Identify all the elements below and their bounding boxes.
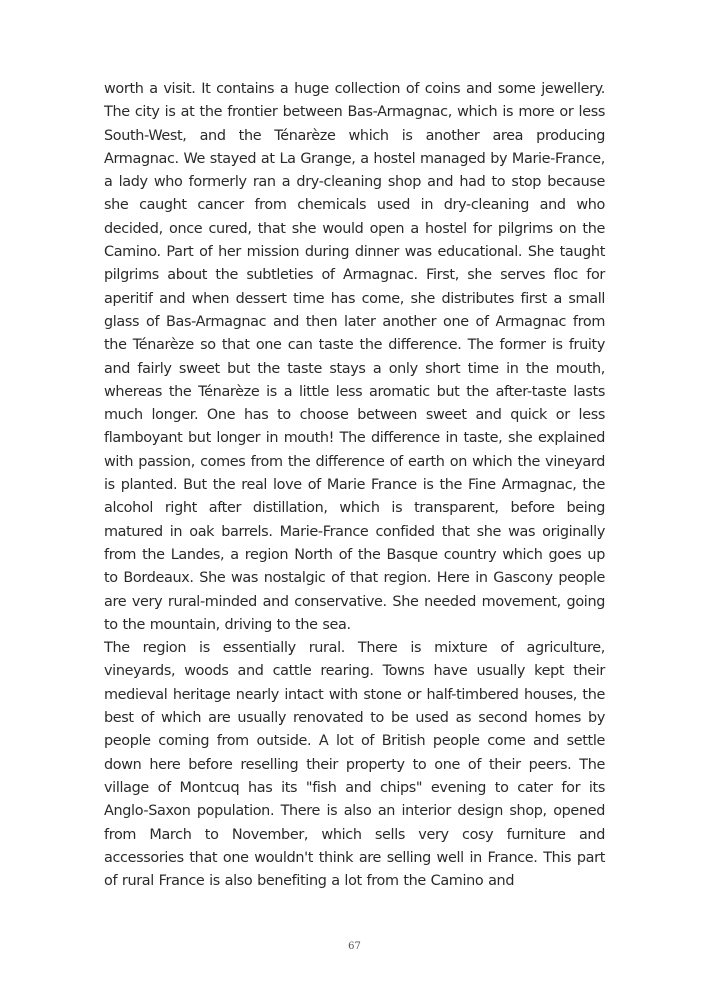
body-text bbox=[104, 78, 605, 893]
page-number: 67 bbox=[348, 941, 361, 952]
paragraph-region-rural: The region is essentially rural. There is mixture of agriculture, vineyards, woods and cattle rearing. Towns have usually kept their medieval heritage nearly intact with stone or half-timbered houses, the best of which are usually renovated to be used as second homes by people coming from outside. A lot of British people come and settle down here before reselling their property to one of their peers. The village of Montcuq has its "fish and chips" evening to cater for its Anglo-Saxon population. There is also an interior design shop, opened from March to November, which sells very cosy furniture and accessories that one wouldn't think are selling well in France. This part of rural France is also benefiting a lot from the Camino and bbox=[104, 640, 605, 890]
paragraph-la-grange: worth a visit. It contains a huge collection of coins and some jewellery. The city is at the frontier between Bas-Armagnac, which is more or less South-West, and the Ténarèze which is another area producing Armagnac. We stayed at La Grange, a hostel managed by Marie-France, a lady who formerly ran a dry-cleaning shop and had to stop because she caught cancer from chemicals used in dry-cleaning and who decided, once cured, that she would open a hostel for pilgrims on the Camino. Part of her mission during dinner was educational. She taught pilgrims about the subtleties of Armagnac. First, she serves floc for aperitif and when dessert time has come, she distributes first a small glass of Bas-Armagnac and then later another one of Armagnac from the Ténarèze so that one can taste the difference. The former is fruity and fairly sweet but the taste stays a only short time in the mouth, whereas the Ténarèze is a little less aromatic but the after-taste lasts much longer. One has to choose between sweet and quick or less flamboyant but longer in mouth! The difference in taste, she explained with passion, comes from the difference of earth on which the vineyard is planted. But the real love of Marie France is the Fine Armagnac, the alcohol right after distillation, which is transparent, before being matured in oak barrels. Marie-France confided that she was originally from the Landes, a region North of the Basque country which goes up to Bordeaux. She was nostalgic of that region. Here in Gascony people are very rural-minded and conservative. She needed movement, going to the mountain, driving to the sea. bbox=[104, 81, 605, 633]
